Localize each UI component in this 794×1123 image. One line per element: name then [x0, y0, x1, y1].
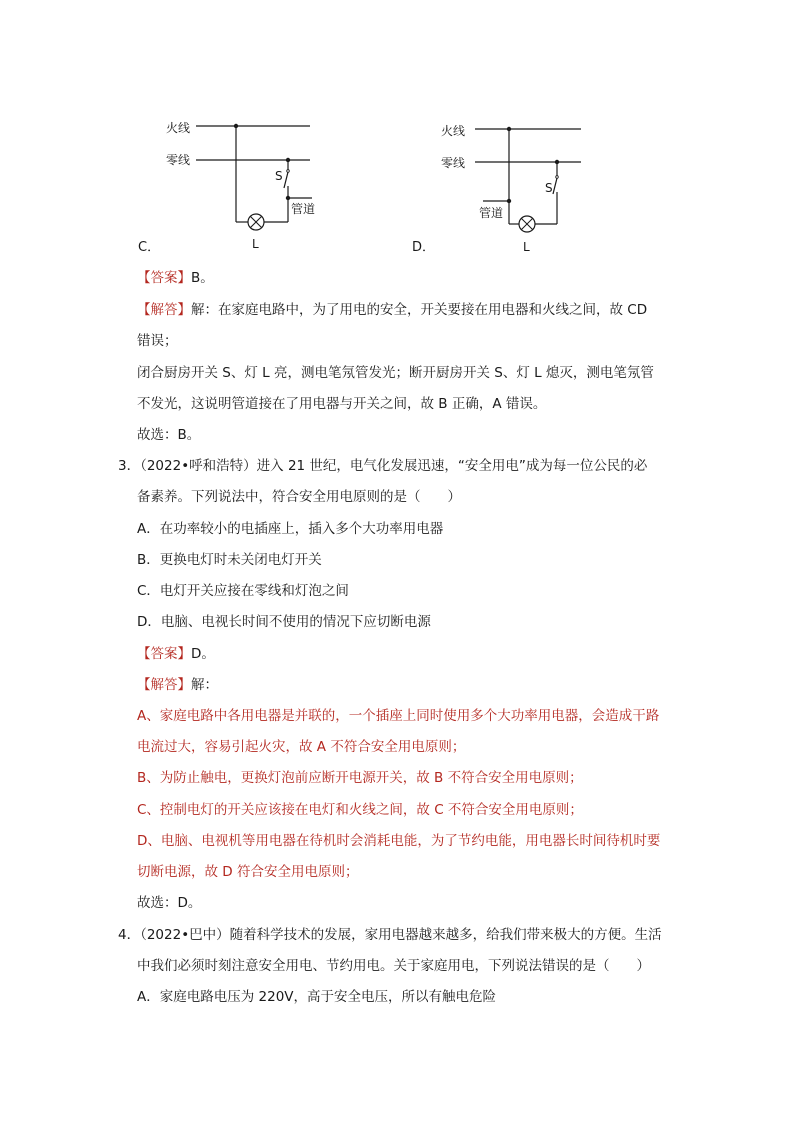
q2-explain-line1: 【解答】解：在家庭电路中，为了用电的安全，开关要接在用电器和火线之间，故 CD	[137, 302, 648, 318]
circuit-diagram-d	[435, 112, 605, 257]
q3-explain-line6: 切断电源，故 D 符合安全用电原则；	[137, 864, 359, 880]
pipe-label: 管道	[479, 206, 504, 220]
q3-explain-line1: A、家庭电路中各用电器是并联的，一个插座上同时使用多个大功率用电器，会造成干路	[137, 708, 660, 724]
switch-icon	[284, 172, 288, 188]
q3-explain-line4: C、控制电灯的开关应该接在电灯和火线之间，故 C 不符合安全用电原则；	[137, 802, 583, 818]
q3-stem-line1: 3．（2022•呼和浩特）进入 21 世纪，电气化发展迅速，“安全用电”成为每一位公民的必	[118, 458, 648, 474]
switch-label: S	[545, 181, 553, 195]
option-d-label: D．	[412, 240, 436, 255]
option-c-label: C．	[138, 240, 161, 255]
answer-tag: 【答案】	[137, 646, 191, 662]
q3-stem-line2: 备素养。下列说法中，符合安全用电原则的是（ ）	[137, 489, 461, 505]
q3-choose: 故选：D。	[137, 895, 202, 911]
q3-explain-line3: B、为防止触电，更换灯泡前应断开电源开关，故 B 不符合安全用电原则；	[137, 770, 583, 786]
q4-stem-line1: 4．（2022•巴中）随着科学技术的发展，家用电器越来越多，给我们带来极大的方便。生活	[118, 927, 662, 943]
q3-option-d: D．电脑、电视长时间不使用的情况下应切断电源	[137, 614, 431, 630]
q3-explain-line2: 电流过大，容易引起火灾，故 A 不符合安全用电原则；	[137, 739, 466, 755]
q3-answer	[137, 644, 215, 664]
switch-label: S	[275, 169, 283, 183]
explain-tag: 【解答】	[137, 302, 191, 318]
q3-option-b: B．更换电灯时未关闭电灯开关	[137, 552, 322, 568]
circuit-d-svg	[435, 112, 605, 257]
q2-explain-line4: 不发光，这说明管道接在了用电器与开关之间，故 B 正确，A 错误。	[137, 396, 547, 412]
q2-explain-line2: 错误；	[137, 333, 178, 349]
answer-value: D。	[191, 646, 215, 662]
q4-option-a: A．家庭电路电压为 220V，高于安全电压，所以有触电危险	[137, 989, 497, 1005]
q3-option-a: A．在功率较小的电插座上，插入多个大功率用电器	[137, 521, 444, 537]
circuit-diagram-c	[160, 112, 330, 257]
explain-tag: 【解答】	[137, 677, 191, 693]
q3-explain-line5: D、电脑、电视机等用电器在待机时会消耗电能，为了节约电能，用电器长时间待机时要	[137, 833, 661, 849]
q3-option-c: C．电灯开关应接在零线和灯泡之间	[137, 583, 349, 599]
live-wire-label: 火线	[441, 124, 466, 138]
circuit-c-svg	[160, 112, 330, 257]
q4-stem-line2: 中我们必须时刻注意安全用电、节约用电。关于家庭用电，下列说法错误的是（ ）	[137, 958, 650, 974]
answer-value: B。	[191, 270, 214, 286]
pipe-label: 管道	[291, 202, 316, 216]
neutral-wire-label: 零线	[441, 156, 466, 170]
lamp-label: L	[523, 240, 530, 254]
switch-icon	[553, 178, 557, 194]
lamp-label: L	[252, 237, 259, 251]
neutral-wire-label: 零线	[166, 153, 191, 167]
answer-tag: 【答案】	[137, 270, 191, 286]
q2-choose: 故选：B。	[137, 427, 201, 443]
q2-explain-line3: 闭合厨房开关 S、灯 L 亮，测电笔氖管发光；断开厨房开关 S、灯 L 熄灭，测电笔氖管	[137, 365, 654, 381]
q2-answer	[137, 268, 214, 288]
live-wire-label: 火线	[166, 121, 191, 135]
q3-explain-intro: 【解答】解：	[137, 677, 218, 693]
